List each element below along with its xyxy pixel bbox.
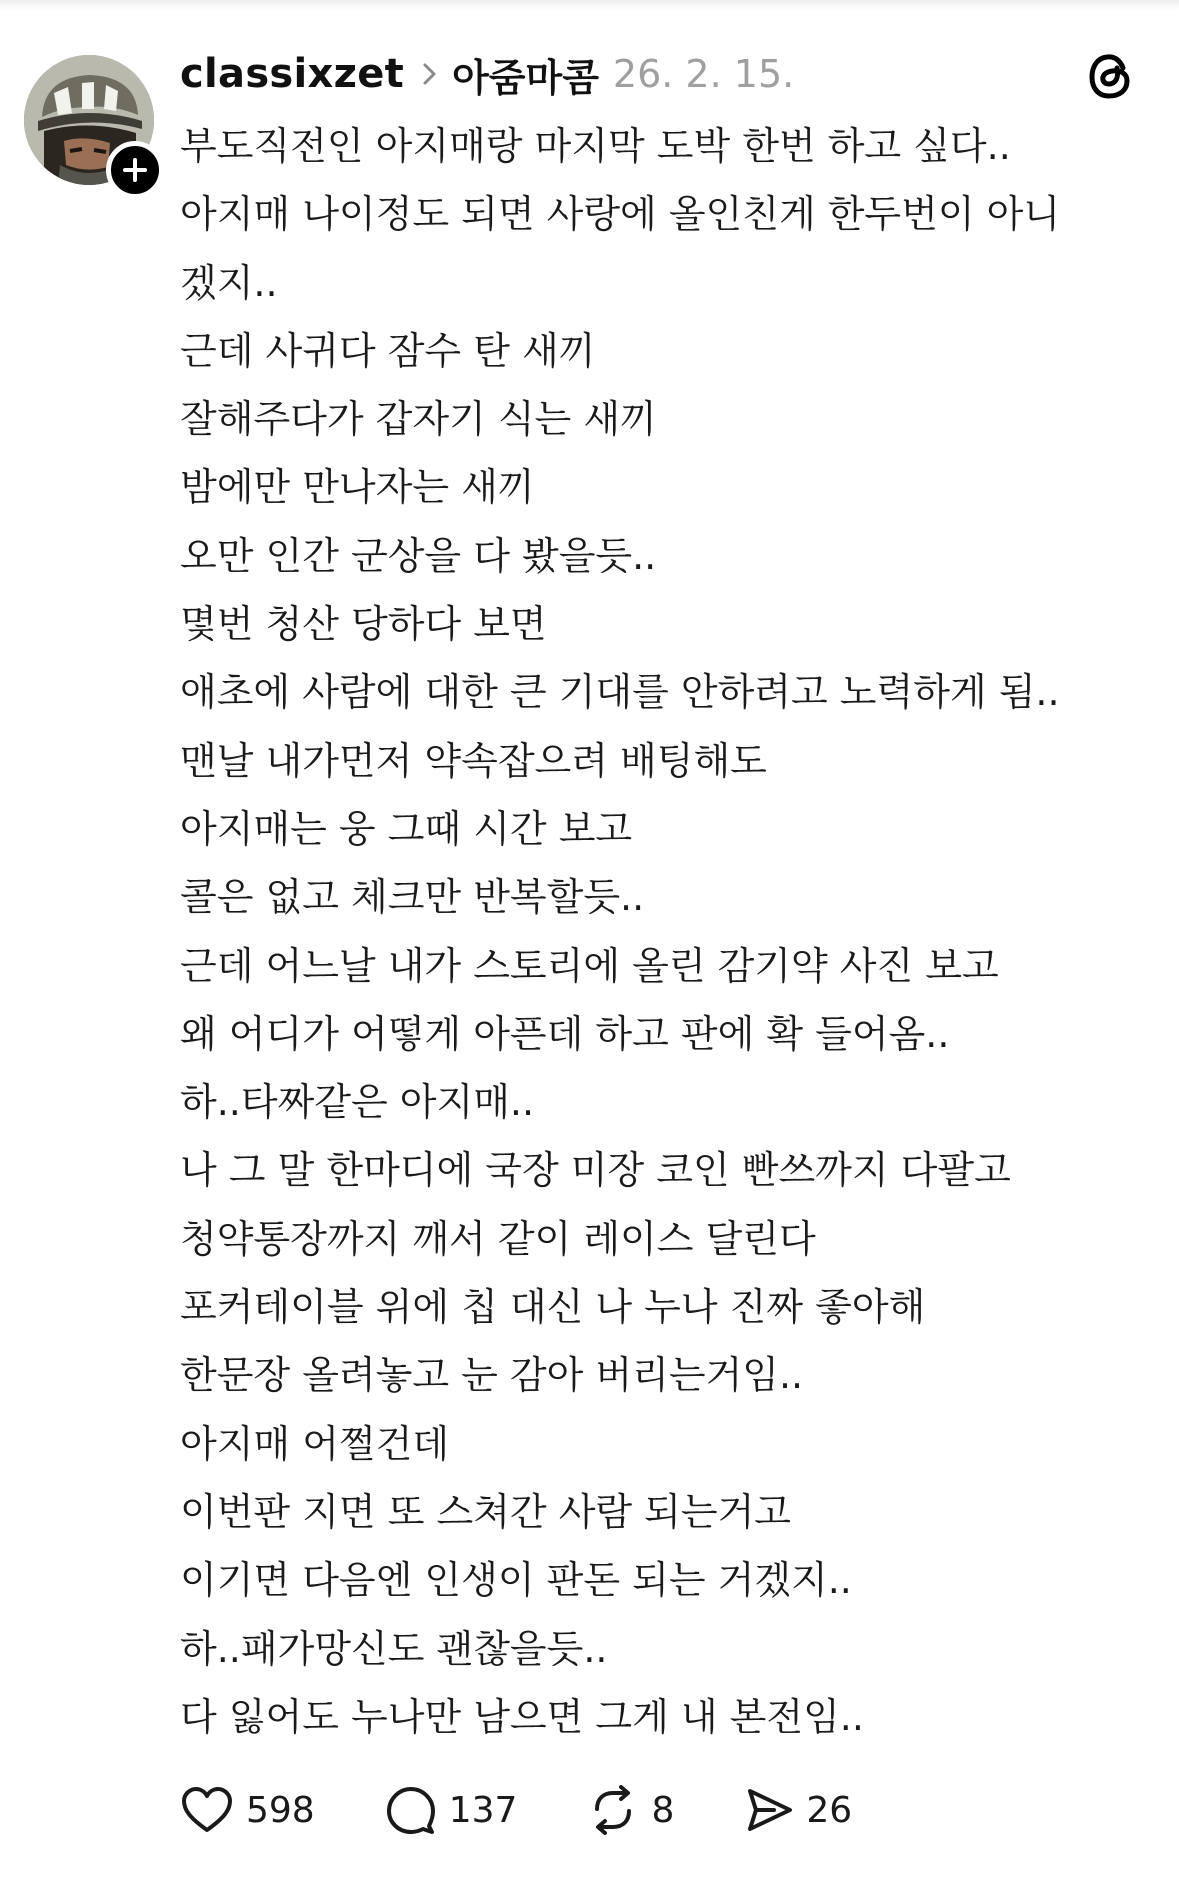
post-line: 포커테이블 위에 칩 대신 나 누나 진짜 좋아해 [180, 1285, 926, 1330]
post-line: 근데 사귀다 잠수 탄 새끼 [180, 328, 596, 373]
community-name[interactable]: 아줌마콤 [452, 55, 599, 100]
post-line: 다 잃어도 누나만 남으면 그게 내 본전임.. [180, 1694, 864, 1739]
top-divider [0, 0, 1179, 10]
heart-icon [180, 1785, 234, 1835]
post-line: 콜은 없고 체크만 반복할듯.. [180, 875, 645, 920]
post-line: 청약통장까지 깨서 같이 레이스 달린다 [180, 1216, 816, 1261]
post-line: 맨날 내가먼저 약속잡으려 배팅해도 [180, 738, 767, 783]
plus-icon [122, 157, 148, 183]
post-header [180, 44, 794, 104]
repost-icon [587, 1785, 639, 1835]
like-count: 598 [246, 1789, 315, 1831]
post-line: 근데 어느날 내가 스토리에 올린 감기약 사진 보고 [180, 943, 999, 988]
post-body [180, 112, 1130, 1751]
post-line: 한문장 올려놓고 눈 감아 버리는거임.. [180, 1353, 804, 1398]
post-line: 하..타짜같은 아지매.. [180, 1080, 535, 1125]
post-line: 이번판 지면 또 스쳐간 사람 되는거고 [180, 1489, 792, 1534]
post-line: 이기면 다음엔 인생이 판돈 되는 거겠지.. [180, 1558, 852, 1603]
share-button[interactable] [744, 1785, 852, 1835]
like-button[interactable] [180, 1785, 315, 1835]
post-line: 밤에만 만나자는 새끼 [180, 465, 535, 510]
post-date: 26. 2. 15. [612, 52, 795, 96]
chevron-right-icon [422, 61, 438, 87]
post-line: 부도직전인 아지매랑 마지막 도박 한번 하고 싶다.. [180, 124, 1011, 168]
threads-logo-icon[interactable] [1087, 50, 1135, 102]
post-line: 잘해주다가 갑자기 식는 새끼 [180, 397, 657, 442]
post-line: 왜 어디가 어떻게 아픈데 하고 판에 확 들어옴.. [180, 1011, 950, 1056]
post-line: 몇번 청산 당하다 보면 [180, 602, 547, 647]
post-line: 아지매 나이정도 되면 사랑에 올인친게 한두번이 아니 [180, 192, 1061, 237]
username[interactable]: classixzet [180, 51, 405, 97]
post-line: 아지매는 웅 그때 시간 보고 [180, 806, 633, 851]
post-line: 나 그 말 한마디에 국장 미장 코인 빤쓰까지 다팔고 [180, 1148, 1011, 1193]
post-line: 겠지.. [180, 260, 278, 305]
post-line: 아지매 어쩔건데 [180, 1421, 450, 1466]
follow-button[interactable] [106, 141, 164, 199]
share-count: 26 [806, 1789, 853, 1831]
post-line: 하..패가망신도 괜찮을듯.. [180, 1626, 608, 1671]
post-line: 애초에 사람에 대한 큰 기대를 안하려고 노력하게 됨.. [180, 670, 1060, 715]
send-icon [744, 1785, 794, 1835]
comment-button[interactable] [385, 1785, 518, 1835]
repost-button[interactable] [587, 1785, 674, 1835]
comment-count: 137 [448, 1789, 518, 1831]
action-bar [180, 1780, 922, 1840]
comment-bubble-icon [385, 1785, 437, 1835]
repost-count: 8 [651, 1789, 675, 1831]
post-line: 오만 인간 군상을 다 봤을듯.. [180, 533, 657, 578]
